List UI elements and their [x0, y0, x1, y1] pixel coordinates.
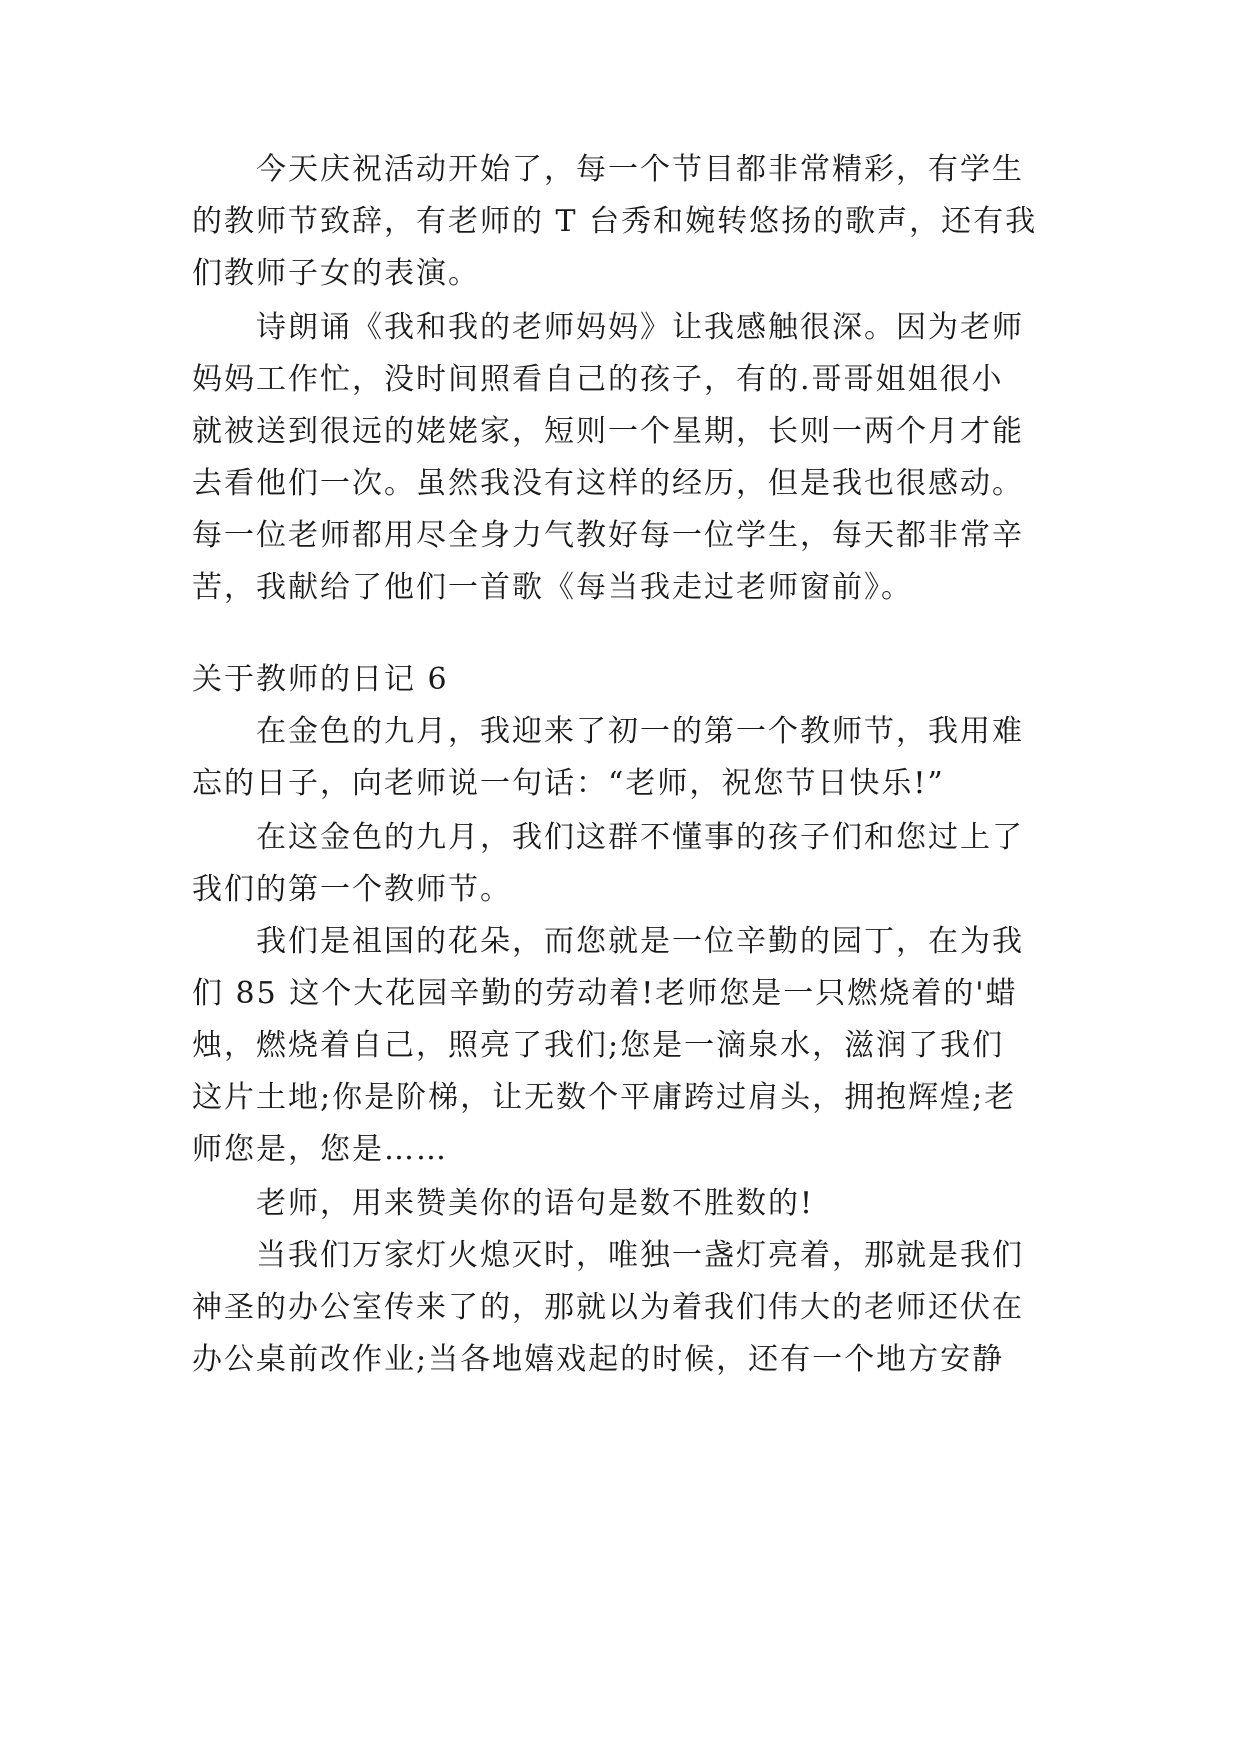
paragraph-line: 当我们万家灯火熄灭时，唯独一盏灯亮着，那就是我们	[192, 1238, 1024, 1273]
paragraph-line: 苦，我献给了他们一首歌《每当我走过老师窗前》。	[192, 570, 913, 605]
paragraph-line: 老师，用来赞美你的语句是数不胜数的!	[192, 1186, 815, 1221]
paragraph-line: 我们的第一个教师节。	[192, 872, 512, 907]
paragraph-line: 我们是祖国的花朵，而您就是一位辛勤的园丁，在为我	[192, 924, 1024, 959]
paragraph-line: 的教师节致辞，有老师的 T 台秀和婉转悠扬的歌声，还有我	[192, 204, 1038, 239]
paragraph-line: 今天庆祝活动开始了，每一个节目都非常精彩，有学生	[192, 152, 1024, 187]
paragraph-line: 神圣的办公室传来了的，那就以为着我们伟大的老师还伏在	[192, 1290, 1024, 1325]
paragraph-line: 这片土地;你是阶梯，让无数个平庸跨过肩头，拥抱辉煌;老	[192, 1080, 1017, 1115]
paragraph-line: 办公桌前改作业;当各地嬉戏起的时候，还有一个地方安静	[192, 1342, 1005, 1377]
paragraph-line: 在这金色的九月，我们这群不懂事的孩子们和您过上了	[192, 820, 1024, 855]
paragraph-line: 在金色的九月，我迎来了初一的第一个教师节，我用难	[192, 714, 1024, 749]
paragraph-line: 诗朗诵《我和我的老师妈妈》让我感触很深。因为老师	[192, 310, 1024, 345]
paragraph-line: 烛，燃烧着自己，照亮了我们;您是一滴泉水，滋润了我们	[192, 1028, 1005, 1063]
paragraph-line: 们 85 这个大花园辛勤的劳动着!老师您是一只燃烧着的'蜡	[192, 976, 1018, 1011]
paragraph-line: 去看他们一次。虽然我没有这样的经历，但是我也很感动。	[192, 466, 1024, 501]
paragraph-line: 就被送到很远的姥姥家，短则一个星期，长则一两个月才能	[192, 414, 1024, 449]
paragraph-line: 师您是，您是……	[192, 1132, 448, 1167]
section-heading: 关于教师的日记 6	[192, 662, 449, 697]
paragraph-line: 每一位老师都用尽全身力气教好每一位学生，每天都非常辛	[192, 518, 1024, 553]
paragraph-line: 忘的日子，向老师说一句话：“老师，祝您节日快乐!”	[192, 766, 945, 801]
paragraph-line: 们教师子女的表演。	[192, 256, 480, 291]
paragraph-line: 妈妈工作忙，没时间照看自己的孩子，有的.哥哥姐姐很小	[192, 362, 1004, 397]
